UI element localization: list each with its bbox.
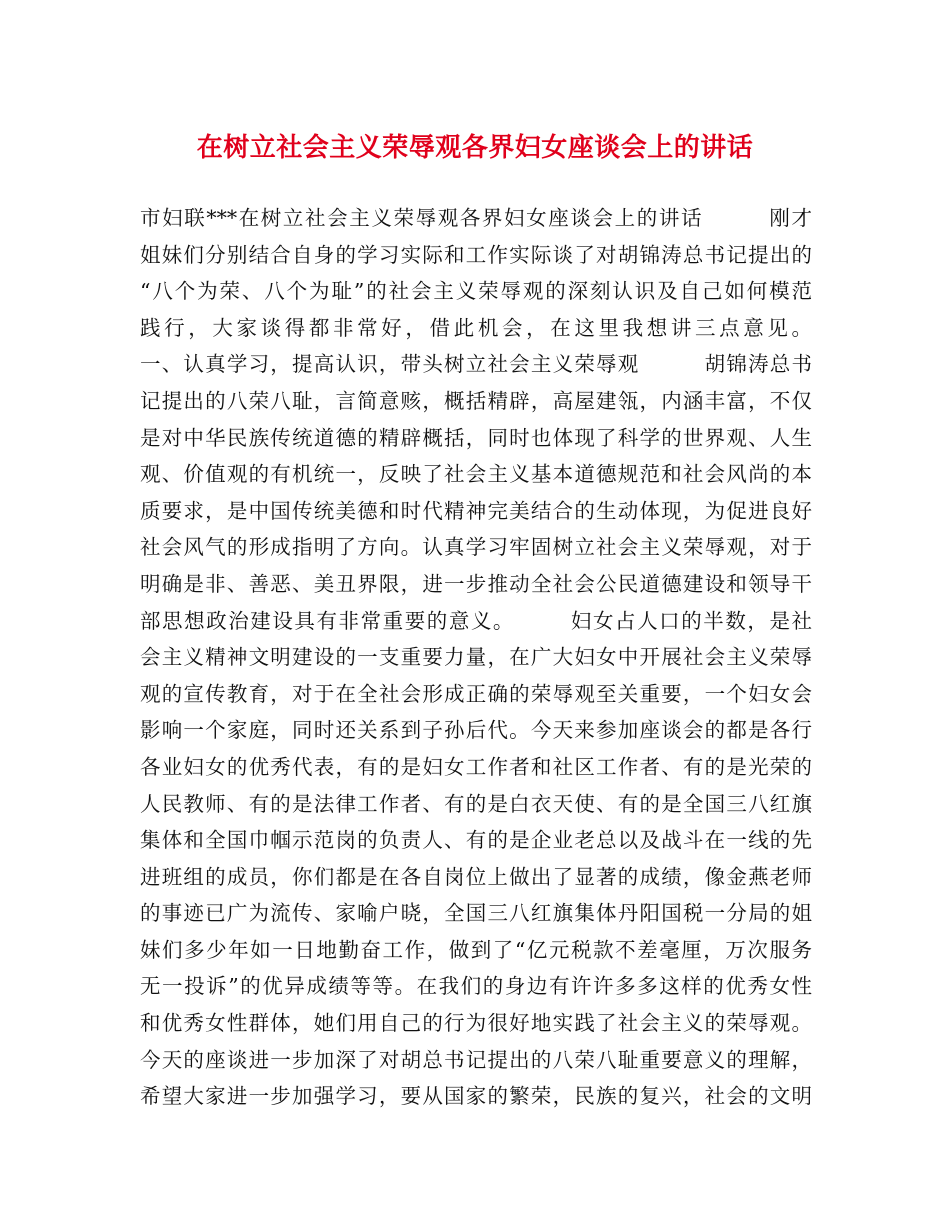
body-line: 各业妇女的优秀代表，有的是妇女工作者和社区工作者、有的是光荣的 — [140, 754, 812, 779]
body-line: 观、价值观的有机统一，反映了社会主义基本道德规范和社会风尚的本 — [140, 462, 812, 487]
body-line: 明确是非、善恶、美丑界限，进一步推动全社会公民道德建设和领导干 — [140, 571, 812, 596]
body-line: 观的宣传教育，对于在全社会形成正确的荣辱观至关重要，一个妇女会 — [140, 681, 812, 706]
body-line: 记提出的八荣八耻，言简意赅，概括精辟，高屋建瓴，内涵丰富，不仅 — [140, 388, 812, 413]
body-line: 无一投诉”的优异成绩等等。在我们的身边有许许多多这样的优秀女性 — [140, 974, 812, 999]
body-line: 部思想政治建设具有非常重要的意义。 妇女占人口的半数，是社 — [140, 608, 812, 633]
body-line: 影响一个家庭，同时还关系到子孙后代。今天来参加座谈会的都是各行 — [140, 718, 812, 743]
body-line: 集体和全国巾帼示范岗的负责人、有的是企业老总以及战斗在一线的先 — [140, 828, 812, 853]
body-line: 姐妹们分别结合自身的学习实际和工作实际谈了对胡锦涛总书记提出的 — [140, 242, 812, 267]
body-line: 的事迹已广为流传、家喻户晓，全国三八红旗集体丹阳国税一分局的姐 — [140, 901, 812, 926]
document-title: 在树立社会主义荣辱观各界妇女座谈会上的讲话 — [196, 133, 754, 163]
body-line: 一、认真学习，提高认识，带头树立社会主义荣辱观 胡锦涛总书 — [140, 352, 812, 377]
document-body — [140, 200, 812, 1115]
body-line: 质要求，是中国传统美德和时代精神完美结合的生动体现，为促进良好 — [140, 498, 812, 523]
body-line: 践行，大家谈得都非常好，借此机会，在这里我想讲三点意见。 — [140, 315, 812, 340]
body-line: 进班组的成员，你们都是在各自岗位上做出了显著的成绩，像金燕老师 — [140, 864, 812, 889]
body-line: 社会风气的形成指明了方向。认真学习牢固树立社会主义荣辱观，对于 — [140, 535, 812, 560]
body-line: 市妇联***在树立社会主义荣辱观各界妇女座谈会上的讲话 刚才 — [140, 206, 812, 230]
body-line: “八个为荣、八个为耻”的社会主义荣辱观的深刻认识及自己如何模范 — [140, 279, 812, 304]
body-line: 会主义精神文明建设的一支重要力量，在广大妇女中开展社会主义荣辱 — [140, 645, 812, 670]
body-line: 人民教师、有的是法律工作者、有的是白衣天使、有的是全国三八红旗 — [140, 791, 812, 816]
body-line: 妹们多少年如一日地勤奋工作，做到了“亿元税款不差毫厘，万次服务 — [140, 937, 812, 962]
body-line: 是对中华民族传统道德的精辟概括，同时也体现了科学的世界观、人生 — [140, 425, 812, 450]
body-line: 和优秀女性群体，她们用自己的行为很好地实践了社会主义的荣辱观。 — [140, 1011, 812, 1036]
body-line: 今天的座谈进一步加深了对胡总书记提出的八荣八耻重要意义的理解， — [140, 1047, 812, 1072]
body-line: 希望大家进一步加强学习，要从国家的繁荣，民族的复兴，社会的文明 — [140, 1084, 812, 1109]
